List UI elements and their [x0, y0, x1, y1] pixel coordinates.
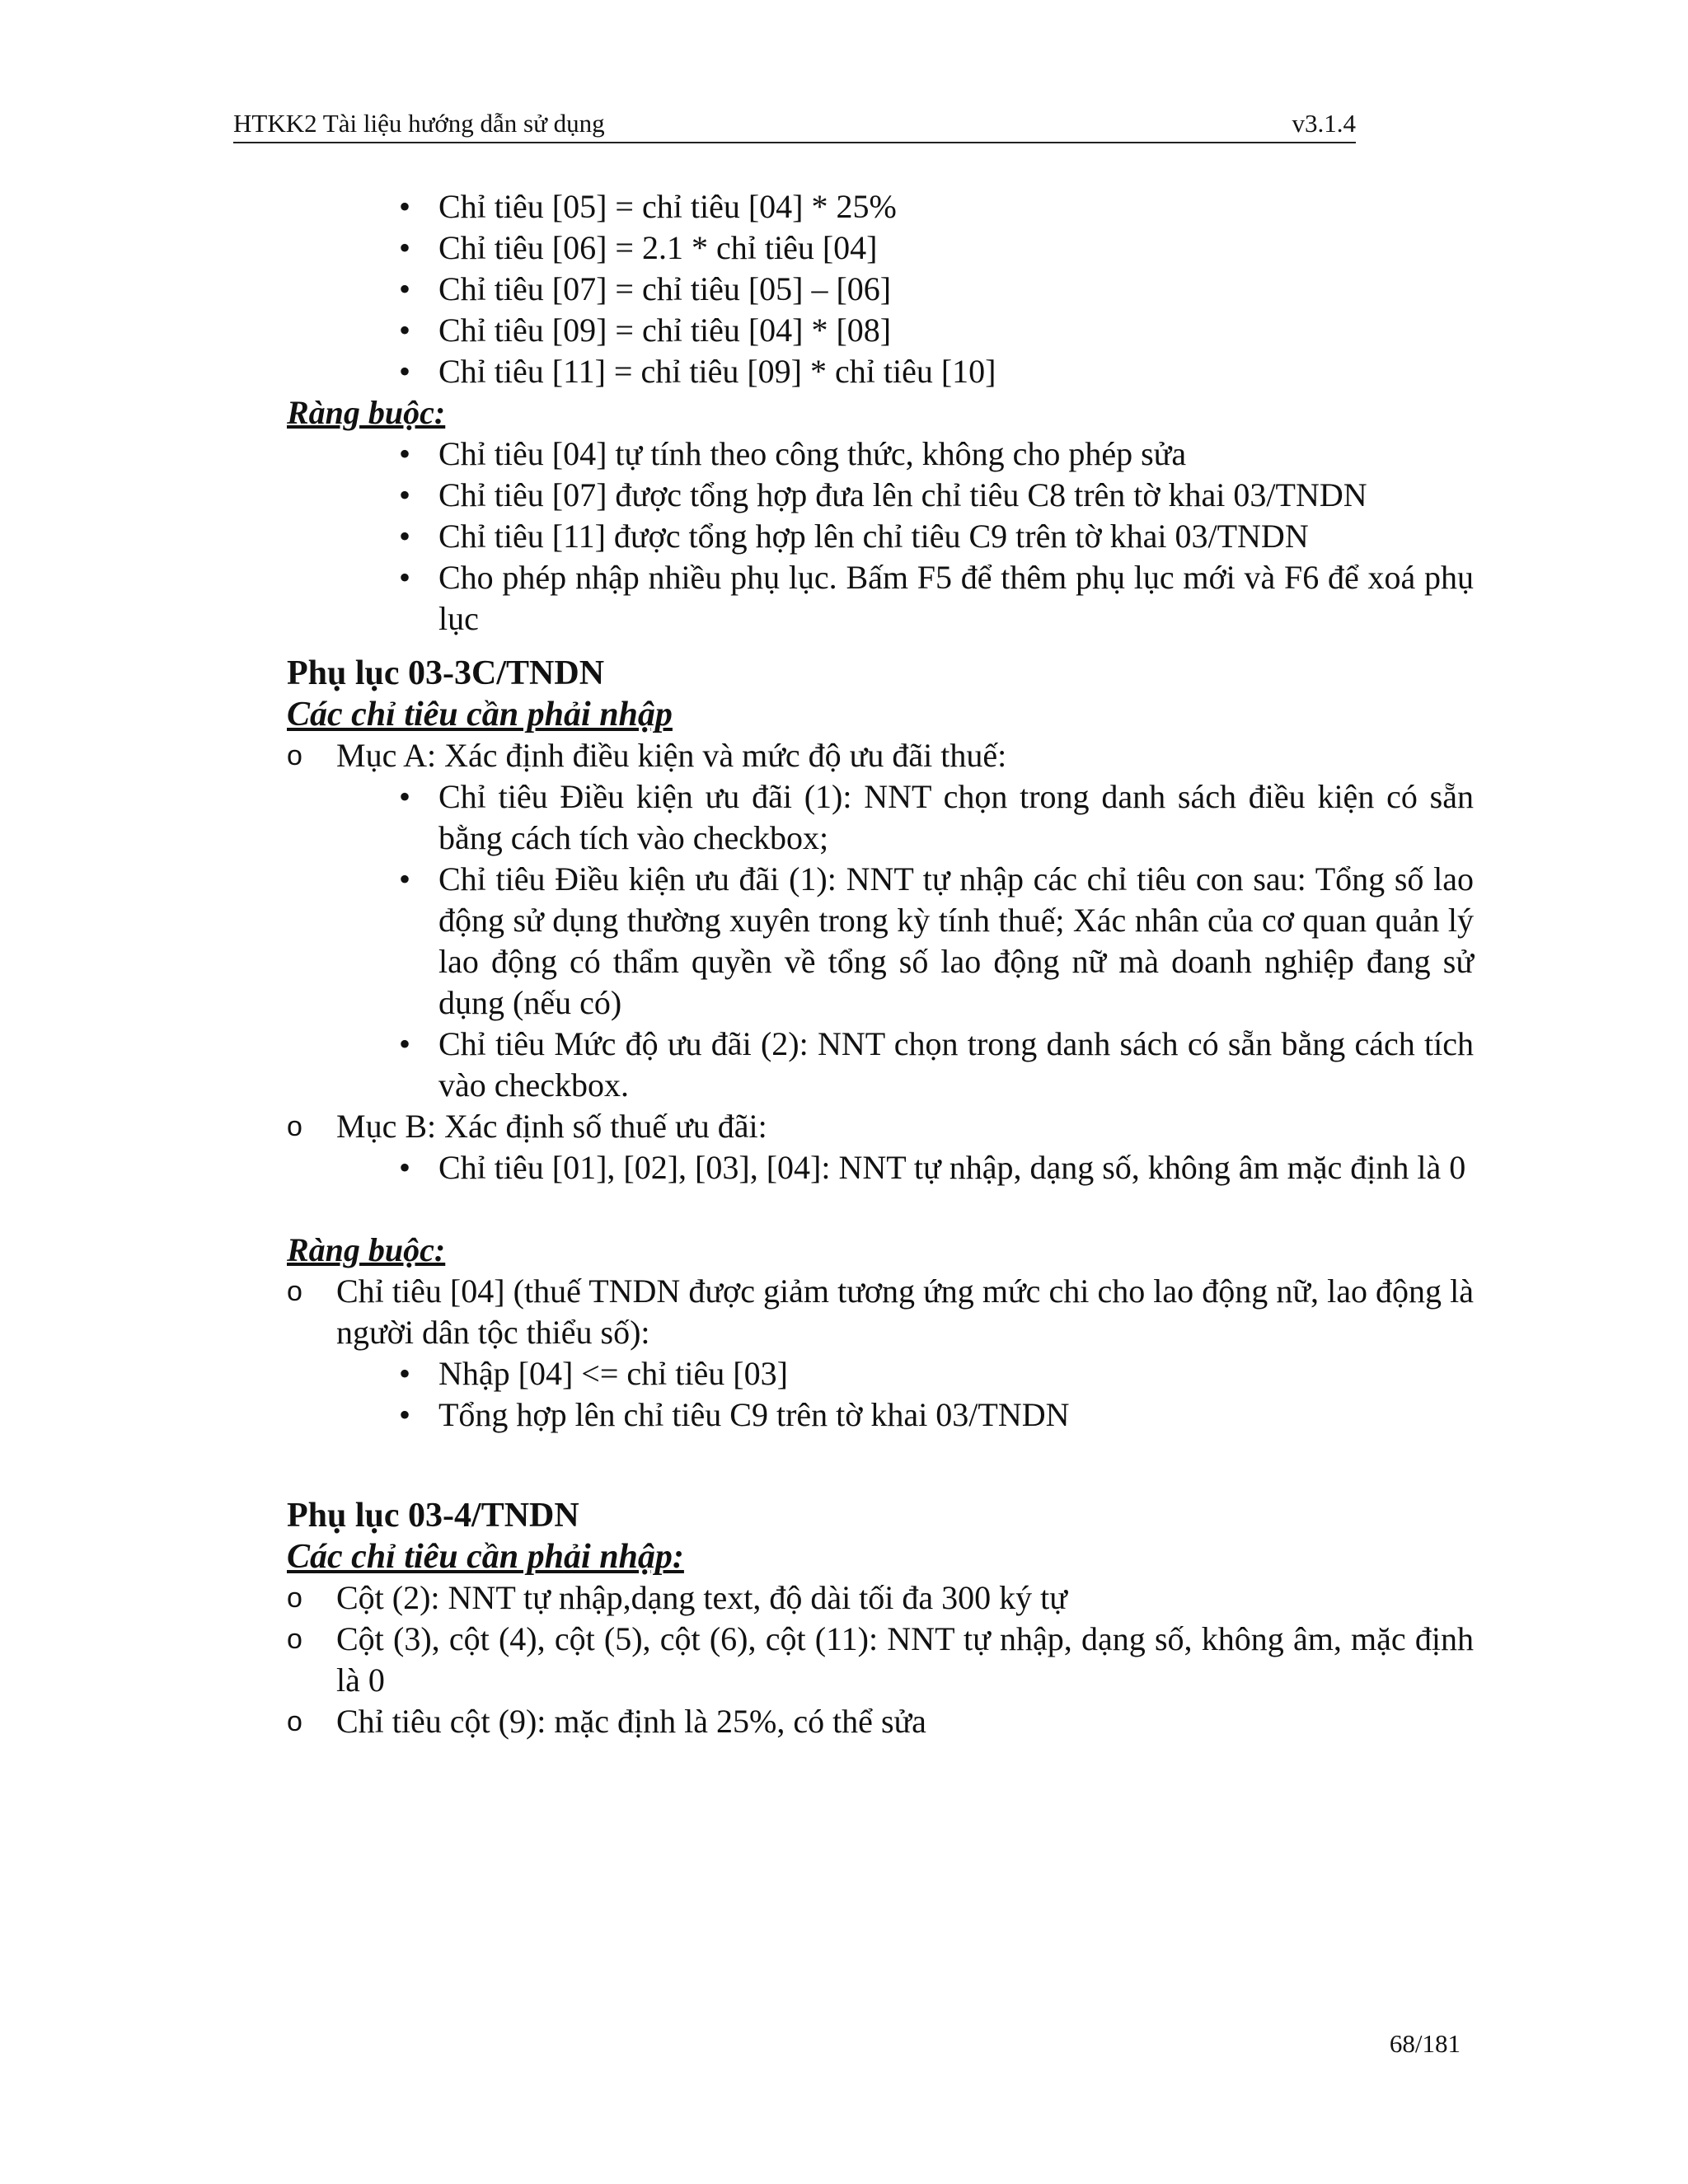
list-item: • Nhập [04] <= chỉ tiêu [03]: [438, 1353, 1474, 1394]
list-item: • Cho phép nhập nhiều phụ lục. Bấm F5 để thêm phụ lục mới và F6 để xoá phụ lục: [399, 559, 1474, 637]
bullet-icon: •: [399, 778, 411, 815]
circle-bullet-icon: o: [287, 740, 302, 771]
list-item: • Chỉ tiêu [11] = chỉ tiêu [09] * chỉ tiêu [10]: [438, 351, 1474, 392]
bullet-icon: •: [399, 1025, 411, 1062]
page-content: [287, 186, 1474, 1742]
list-item: • Tổng hợp lên chỉ tiêu C9 trên tờ khai 03/TNDN: [438, 1394, 1474, 1436]
formula-list: [287, 186, 1474, 392]
section-title-3c: Phụ lục 03-3C/TNDN: [287, 654, 605, 692]
bullet-icon: •: [399, 188, 411, 225]
option-list-4: [287, 1577, 1474, 1742]
list-item: • Chỉ tiêu [06] = 2.1 * chỉ tiêu [04]: [438, 227, 1474, 269]
circle-bullet-icon: o: [287, 1582, 302, 1614]
bullet-icon: •: [399, 1396, 411, 1433]
bullet-icon: •: [399, 353, 411, 390]
bullet-icon: •: [399, 1355, 411, 1392]
list-item: • Chỉ tiêu Điều kiện ưu đãi (1): NNT tự nhập các chỉ tiêu con sau: Tổng số lao động sử dụng thường xuyên trong kỳ tính thuế; Xác nhân của cơ quan quản lý lao động có thẩm quyền về tổng số lao động nữ mà doanh nghiệp đang sử dụng (nếu có): [399, 860, 1474, 1021]
constraints-heading: Ràng buộc:: [287, 394, 446, 431]
bullet-icon: •: [399, 229, 411, 266]
bullet-icon: •: [399, 312, 411, 349]
section-subtitle-4: Các chỉ tiêu cần phải nhập:: [287, 1538, 684, 1576]
list-item: • Chỉ tiêu Điều kiện ưu đãi (1): NNT chọn trong danh sách điều kiện có sẵn bằng cách tích vào checkbox;: [399, 778, 1474, 856]
option-item: o Chỉ tiêu [04] (thuế TNDN được giảm tương ứng mức chi cho lao động nữ, lao động là người dân tộc thiểu số): • Nhập [04] <= chỉ tiêu [03] • Tổng hợp lên chỉ tiêu C9 trên tờ khai 03/TNDN: [336, 1271, 1474, 1436]
option-item: o Mục A: Xác định điều kiện và mức độ ưu đãi thuế: • Chỉ tiêu Điều kiện ưu đãi (1): NNT chọn trong danh sách điều kiện có sẵn bằng cách tích vào checkbox; • Chỉ tiêu Điều kiện ưu đãi (1): NNT tự nhập các chỉ tiêu con sau: Tổng số lao động sử dụng thường xuyên trong kỳ tính thuế; Xác nhân của cơ quan quản lý lao động có thẩm quyền về tổng số lao động nữ mà doanh nghiệp đang sử dụng (nếu có) • Chỉ tiêu Mức độ ưu đãi (2): NNT chọn trong danh sách có sẵn bằng cách tích vào checkbox.: [336, 735, 1474, 1106]
list-item: • Chỉ tiêu [01], [02], [03], [04]: NNT tự nhập, dạng số, không âm mặc định là 0: [438, 1147, 1474, 1188]
page-number: 68/181: [1389, 2029, 1461, 2058]
option-item: o Mục B: Xác định số thuế ưu đãi: • Chỉ tiêu [01], [02], [03], [04]: NNT tự nhập, dạng số, không âm mặc định là 0: [336, 1106, 1474, 1188]
circle-bullet-icon: o: [287, 1624, 302, 1655]
list-item: • Chỉ tiêu [05] = chỉ tiêu [04] * 25%: [438, 186, 1474, 227]
list-item: • Chỉ tiêu Mức độ ưu đãi (2): NNT chọn trong danh sách có sẵn bằng cách tích vào checkbox.: [399, 1025, 1474, 1104]
bullet-icon: •: [399, 1149, 411, 1186]
option-item: o Cột (3), cột (4), cột (5), cột (6), cột (11): NNT tự nhập, dạng số, không âm, mặc định là 0: [287, 1620, 1474, 1699]
circle-bullet-icon: o: [287, 1276, 302, 1307]
header-version: v3.1.4: [1292, 109, 1356, 138]
constraints-heading-3c: Ràng buộc:: [287, 1231, 446, 1268]
muc-b-list: [336, 1147, 1474, 1188]
section-title-4: Phụ lục 03-4/TNDN: [287, 1497, 579, 1535]
list-item: • Chỉ tiêu [07] được tổng hợp đưa lên chỉ tiêu C8 trên tờ khai 03/TNDN: [438, 475, 1474, 516]
constraints-list: [287, 434, 1474, 640]
option-item: o Chỉ tiêu cột (9): mặc định là 25%, có thể sửa: [336, 1701, 1474, 1742]
bullet-icon: •: [399, 518, 411, 555]
list-item: • Chỉ tiêu [09] = chỉ tiêu [04] * [08]: [438, 310, 1474, 351]
bullet-icon: •: [399, 860, 411, 898]
bullet-icon: •: [399, 270, 411, 307]
page-header: [233, 107, 1356, 143]
circle-bullet-icon: o: [287, 1706, 302, 1737]
constraints-sub-list: [336, 1353, 1474, 1436]
option-item: o Cột (2): NNT tự nhập,dạng text, độ dài tối đa 300 ký tự: [336, 1577, 1474, 1619]
bullet-icon: •: [399, 559, 411, 596]
list-item: • Chỉ tiêu [07] = chỉ tiêu [05] – [06]: [438, 269, 1474, 310]
header-title: HTKK2 Tài liệu hướng dẫn sử dụng: [233, 109, 605, 138]
list-item: • Chỉ tiêu [11] được tổng hợp lên chỉ tiêu C9 trên tờ khai 03/TNDN: [438, 516, 1474, 557]
bullet-icon: •: [399, 435, 411, 472]
bullet-icon: •: [399, 476, 411, 513]
circle-bullet-icon: o: [287, 1111, 302, 1142]
section-subtitle-3c: Các chỉ tiêu cần phải nhập: [287, 696, 673, 733]
list-item: • Chỉ tiêu [04] tự tính theo công thức, không cho phép sửa: [438, 434, 1474, 475]
constraints-option-list-3c: [287, 1271, 1474, 1436]
option-list-3c: [287, 735, 1474, 1188]
muc-a-list: [336, 776, 1474, 1106]
